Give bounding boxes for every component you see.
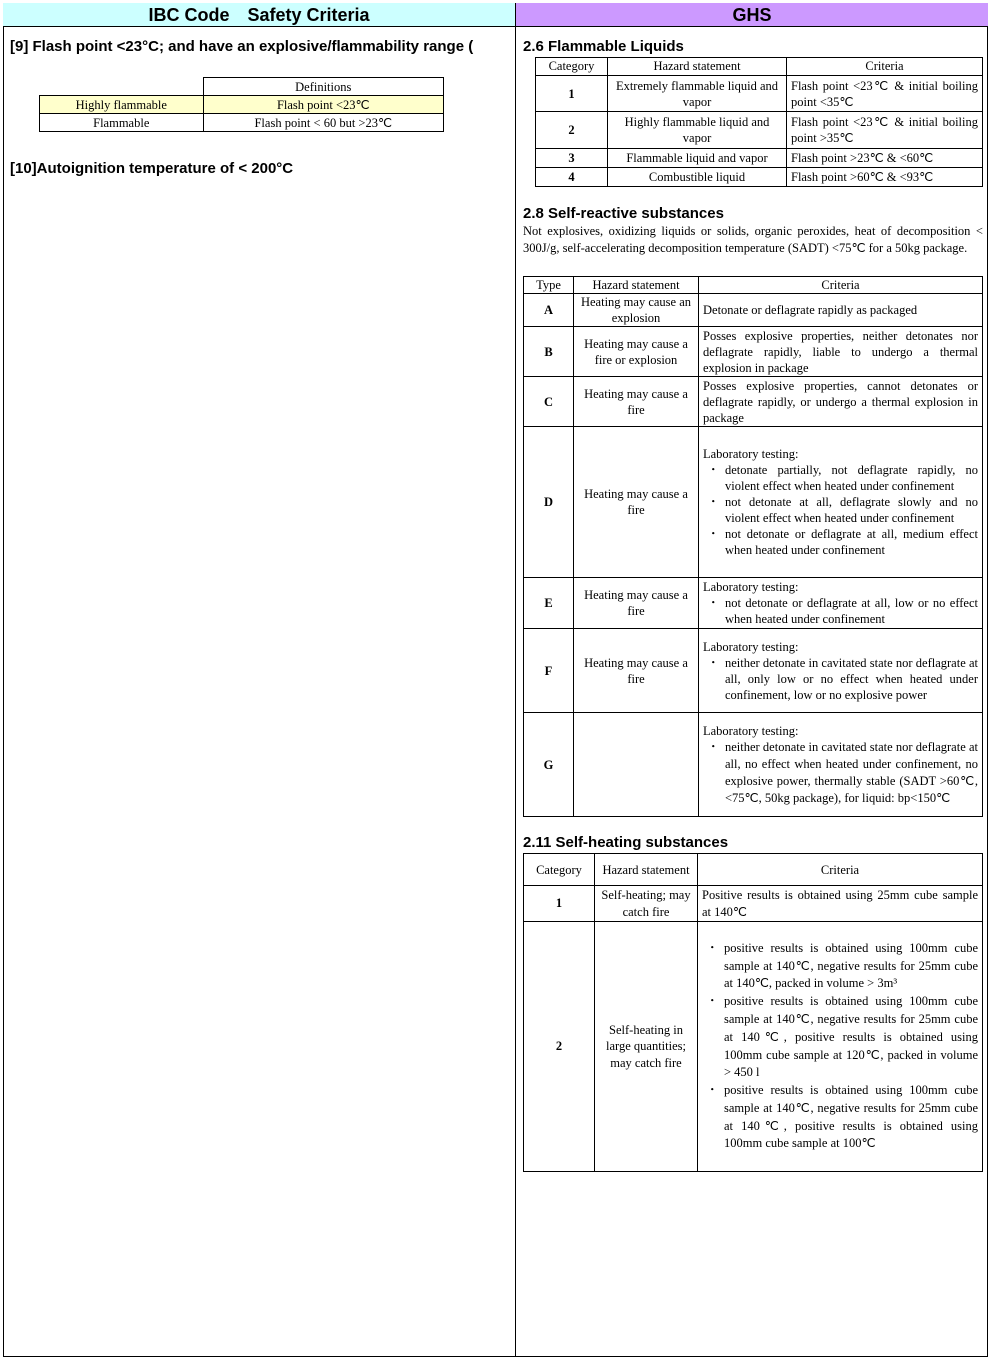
column-header: Type (524, 277, 574, 294)
criteria-cell: Flash point <23℃ & initial boiling point <35℃ (787, 76, 983, 112)
list-item: ・ not detonate or deflagrate at all, medium effect when heated under confinement (703, 526, 978, 558)
list-item: ・ neither detonate in cavitated state nor deflagrate at all, only low or no effect when heated under confinement, low or no explosive power (703, 655, 978, 703)
criteria-cell (699, 713, 983, 817)
hazard-cell: Extremely flammable liquid and vapor (608, 76, 787, 112)
table-row (524, 922, 983, 1172)
type-cell: D (524, 427, 574, 578)
criteria-cell (699, 629, 983, 713)
table-row (524, 629, 983, 713)
column-header: Criteria (698, 854, 983, 886)
column-header: Hazard statement (608, 58, 787, 76)
column-header: Hazard statement (574, 277, 699, 294)
list-item: ・ neither detonate in cavitated state nor deflagrate at all, no effect when heated under confinement, no explosive power, thermally stable (SADT >60℃, <75℃, 50kg package), for liquid: bp<150℃ (703, 739, 978, 807)
hazard-cell: Heating may cause a fire (574, 578, 699, 629)
list-item: ・ positive results is obtained using 100mm cube sample at 140℃, negative results for 25mm cube at 140℃, positive results is obtained using 100mm cube sample at 120℃, packed in volume > 450 l (702, 993, 978, 1082)
criteria-cell (698, 922, 983, 1172)
table-row (524, 294, 983, 327)
criteria-cell: Posses explosive properties, neither detonates nor deflagrate rapidly, liable to undergo a thermal explosion in package (699, 327, 983, 377)
type-cell: E (524, 578, 574, 629)
criteria-cell: Posses explosive properties, cannot detonates or deflagrate rapidly, or undergo a thermal explosion in package (699, 377, 983, 427)
category-cell: 2 (536, 112, 608, 149)
list-item: ・ not detonate at all, deflagrate slowly and no violent effect when heated under confinement (703, 494, 978, 526)
ibc-item-10: [10]Autoignition temperature of < 200°C (10, 160, 294, 177)
table-row (536, 112, 983, 149)
hazard-cell: Self-heating; may catch fire (595, 886, 698, 922)
flammable-liquids-table (535, 57, 983, 187)
list-item: ・ detonate partially, not deflagrate rapidly, no violent effect when heated under confinement (703, 462, 978, 494)
criteria-cell: Flash point >60℃ & <93℃ (787, 168, 983, 187)
self-reactive-table (523, 276, 983, 817)
hazard-cell: Highly flammable liquid and vapor (608, 112, 787, 149)
category-cell: 4 (536, 168, 608, 187)
self-heating-table (523, 853, 983, 1172)
table-row (524, 427, 983, 578)
section-title-self-heating: 2.11 Self-heating substances (523, 834, 729, 851)
criteria-cell (699, 427, 983, 578)
column-divider (515, 3, 516, 1357)
hazard-cell: Heating may cause a fire (574, 377, 699, 427)
list-item: ・ positive results is obtained using 100mm cube sample at 140℃, negative results for 25mm cube at 140℃, positive results is obtained using 100mm cube sample at 100℃ (702, 1082, 978, 1153)
category-cell: 3 (536, 149, 608, 168)
column-header: Hazard statement (595, 854, 698, 886)
type-cell: B (524, 327, 574, 377)
ibc-item-9: [9] Flash point <23°C; and have an explosive/flammability range ( (10, 38, 474, 55)
hazard-cell: Self-heating in large quantities; may catch fire (595, 922, 698, 1172)
definition-term: Flammable (40, 114, 204, 132)
column-header: Criteria (787, 58, 983, 76)
type-cell: A (524, 294, 574, 327)
section-title-self-reactive: 2.8 Self-reactive substances (523, 205, 724, 222)
column-header: Category (536, 58, 608, 76)
hazard-cell: Heating may cause an explosion (574, 294, 699, 327)
table-row (536, 149, 983, 168)
lab-testing-label: Laboratory testing: (703, 447, 799, 461)
definition-value: Flash point < 60 but >23℃ (203, 114, 444, 132)
list-item: ・ not detonate or deflagrate at all, low or no effect when heated under confinement (703, 595, 978, 627)
table-row (524, 377, 983, 427)
criteria-cell: Positive results is obtained using 25mm cube sample at 140℃ (698, 886, 983, 922)
type-cell: F (524, 629, 574, 713)
section-title-flammable-liquids: 2.6 Flammable Liquids (523, 38, 684, 55)
hazard-cell: Heating may cause a fire (574, 427, 699, 578)
lab-testing-label: Laboratory testing: (703, 639, 799, 654)
definition-term: Highly flammable (40, 96, 204, 114)
criteria-cell: Flash point >23℃ & <60℃ (787, 149, 983, 168)
criteria-cell: Detonate or deflagrate rapidly as packaged (699, 294, 983, 327)
criteria-cell: Flash point <23℃ & initial boiling point >35℃ (787, 112, 983, 149)
header-ghs: GHS (516, 3, 988, 27)
criteria-cell (699, 578, 983, 629)
type-cell: C (524, 377, 574, 427)
table-row (524, 713, 983, 817)
table-row (524, 578, 983, 629)
definitions-blank-cell (40, 78, 204, 96)
table-row (536, 168, 983, 187)
header-ibc: IBC Code Safety Criteria (3, 3, 515, 27)
hazard-cell (574, 713, 699, 817)
table-row (536, 76, 983, 112)
hazard-cell: Heating may cause a fire (574, 629, 699, 713)
category-cell: 1 (536, 76, 608, 112)
type-cell: G (524, 713, 574, 817)
hazard-cell: Heating may cause a fire or explosion (574, 327, 699, 377)
definitions-header: Definitions (203, 78, 444, 96)
column-header: Criteria (699, 277, 983, 294)
column-header: Category (524, 854, 595, 886)
hazard-cell: Combustible liquid (608, 168, 787, 187)
table-row (524, 327, 983, 377)
hazard-cell: Flammable liquid and vapor (608, 149, 787, 168)
list-item: ・ positive results is obtained using 100mm cube sample at 140℃, negative results for 25mm cube at 140℃, packed in volume > 3m³ (702, 940, 978, 993)
definition-value: Flash point <23℃ (203, 96, 444, 114)
lab-testing-label: Laboratory testing: (703, 580, 799, 594)
self-reactive-intro: Not explosives, oxidizing liquids or solids, organic peroxides, heat of decomposition < 300J/g, self-accelerating decomposition temperature (SADT) <75℃ for a 50kg package. (523, 224, 983, 255)
category-cell: 2 (524, 922, 595, 1172)
table-row (524, 886, 983, 922)
category-cell: 1 (524, 886, 595, 922)
definitions-table (39, 77, 444, 132)
lab-testing-label: Laboratory testing: (703, 723, 799, 738)
